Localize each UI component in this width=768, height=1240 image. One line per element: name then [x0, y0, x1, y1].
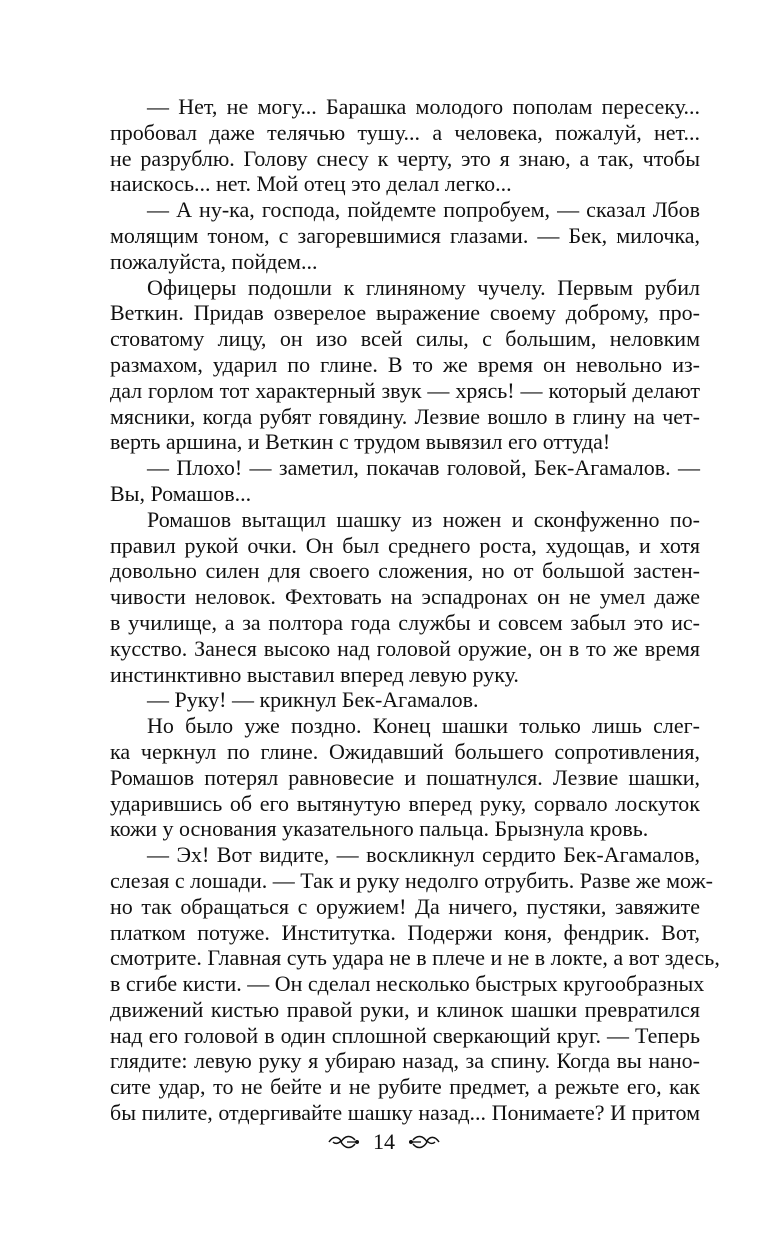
text-line: — Нет, не могу... Барашка молодого пополам пересеку... — [147, 94, 700, 119]
text-line: стоватому лицу, он изо всей силы, с большим, неловким — [110, 326, 700, 352]
text-line: глядите: левую руку я убираю назад, за спину. Когда вы нано- — [110, 1048, 700, 1074]
text-line: в училище, а за полтора года службы и совсем забыл это ис- — [110, 609, 700, 635]
page-text — [110, 94, 720, 1126]
text-line: пробовал даже телячью тушу... а человека, пожалуй, нет... — [110, 119, 700, 145]
text-line: чивости неловок. Фехтовать на эспадронах он не умел даже — [110, 584, 700, 610]
text-line: движений кистью правой руки, и клинок шашки превратился — [110, 996, 700, 1022]
text-line: дал горлом тот характерный звук — хрясь! — который делают — [110, 377, 700, 403]
text-line: Ромашов потерял равновесие и пошатнулся. Лезвие шашки, — [110, 764, 700, 790]
text-line: над его головой в один сплошной сверкающий круг. — Теперь — [110, 1022, 700, 1048]
text-line: но так обращаться с оружием! Да ничего, пустяки, завяжите — [110, 893, 700, 919]
text-line: размахом, ударил по глине. В то же время он невольно из- — [110, 351, 700, 377]
text-line: верть аршина, и Веткин с трудом вывязил его оттуда! — [110, 429, 611, 455]
text-line: бы пилите, отдергивайте шашку назад... Понимаете? И притом — [110, 1100, 700, 1126]
text-line: Офицеры подошли к глиняному чучелу. Первым рубил — [147, 274, 700, 300]
text-line: сите удар, то не бейте и не рубите предмет, а режьте его, как — [110, 1074, 700, 1100]
text-line: в сгибе кисти. — Он сделал несколько быстрых кругообразных — [110, 971, 705, 997]
text-line: правил рукой очки. Он был среднего роста, худощав, и хотя — [110, 532, 700, 558]
text-line: — Эх! Вот видите, — воскликнул сердито Бек-Агамалов, — [147, 842, 700, 868]
text-line: мясники, когда рубят говядину. Лезвие вошло в глину на чет- — [110, 403, 700, 429]
text-line: не разрублю. Голову снесу к черту, это я знаю, а так, чтобы — [110, 145, 700, 171]
page-number: 14 — [373, 1129, 395, 1154]
text-line: инстинктивно выставил вперед левую руку. — [110, 661, 519, 687]
text-line: кусство. Занеся высоко над головой оружие, он в то же время — [110, 635, 700, 661]
text-line: ка черкнул по глине. Ожидавший большего сопротивления, — [110, 738, 700, 764]
text-line: кожи у основания указательного пальца. Брызнула кровь. — [110, 816, 649, 842]
text-line: пожалуйста, пойдем... — [110, 248, 318, 274]
text-line: молящим тоном, с загоревшимися глазами. — Бек, милочка, — [110, 222, 700, 248]
floral-ornament-icon — [327, 1132, 361, 1152]
text-line: платком потуже. Институтка. Подержи коня, фендрик. Вот, — [110, 919, 700, 945]
text-line: довольно силен для своего сложения, но от большой застен- — [110, 558, 700, 584]
text-line: — Плохо! — заметил, покачав головой, Бек-Агамалов. — — [147, 455, 700, 481]
text-line: Ромашов вытащил шашку из ножен и сконфуженно по- — [147, 506, 700, 532]
text-line: Вы, Ромашов... — [110, 480, 252, 506]
text-line: Но было уже поздно. Конец шашки только лишь слег- — [147, 713, 700, 739]
text-line: ударившись об его вытянутую вперед руку, сорвало лоскуток — [110, 790, 700, 816]
text-line: наискось... нет. Мой отец это делал легко... — [110, 171, 512, 197]
text-line: смотрите. Главная суть удара не в плече и не в локте, а вот здесь, — [110, 945, 720, 971]
text-line: — Руку! — крикнул Бек-Агамалов. — [147, 687, 479, 713]
text-line: слезая с лошади. — Так и руку недолго отрубить. Разве же мож- — [110, 867, 713, 893]
text-line: — А ну-ка, господа, пойдемте попробуем, — сказал Лбов — [147, 197, 700, 223]
floral-ornament-icon — [407, 1132, 441, 1152]
page-footer — [0, 1126, 768, 1158]
text-line: Веткин. Придав озверелое выражение своему доброму, про- — [110, 300, 700, 326]
